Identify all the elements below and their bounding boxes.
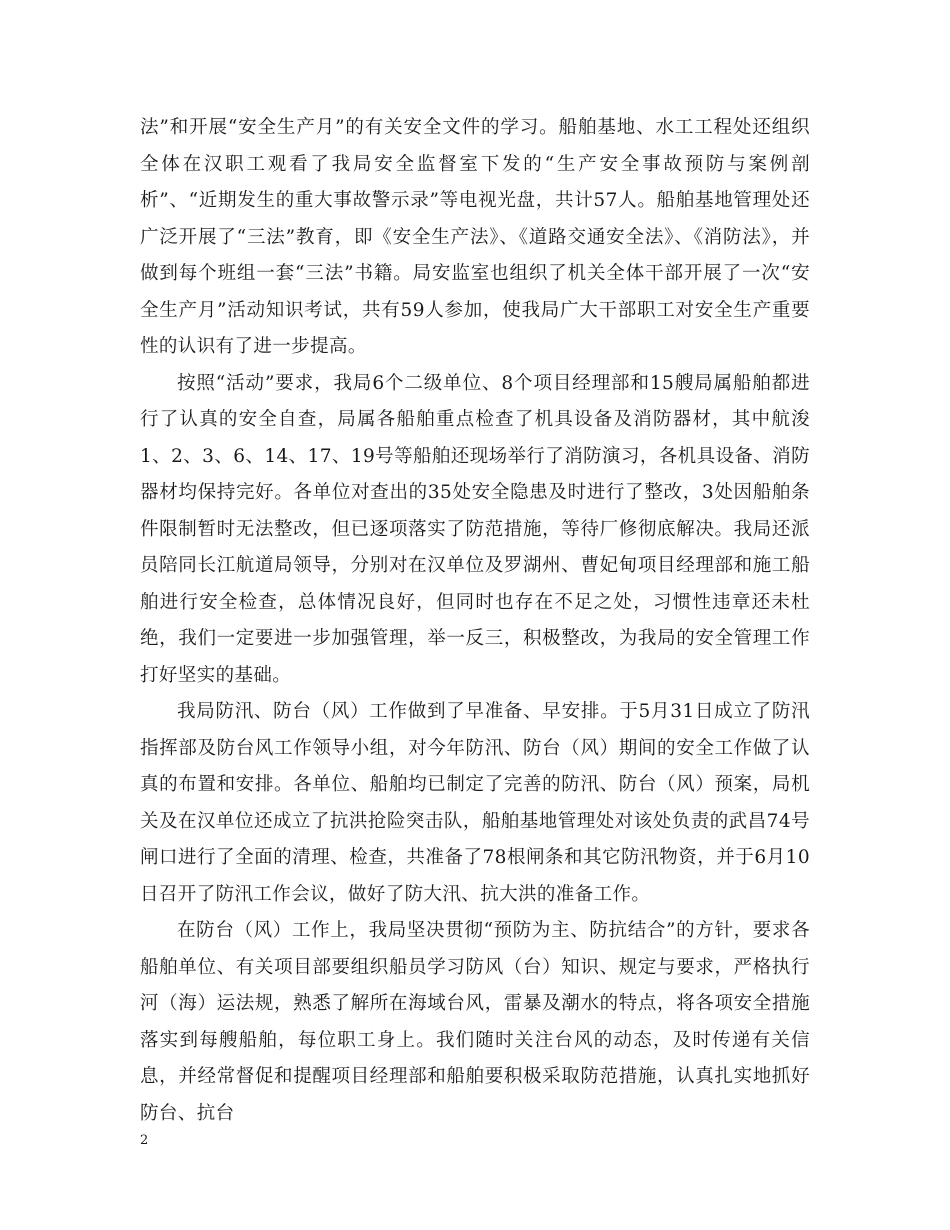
document-body — [140, 110, 810, 1132]
page-number: 2 — [140, 1133, 149, 1148]
paragraph-flood-prevention: 我局防汛、防台（风）工作做到了早准备、早安排。于5月31日成立了防汛指挥部及防台风工作领导小组，对今年防汛、防台（风）期间的安全工作做了认真的布置和安排。各单位、船舶均已制定了完善的防汛、防台（风）预案，局机关及在汉单位还成立了抗洪抢险突击队，船舶基地管理处对该处负责的武昌74号闸口进行了全面的清理、检查，共准备了78根闸条和其它防汛物资，并于6月10日召开了防汛工作会议，做好了防大汛、抗大洪的准备工作。 — [140, 701, 810, 905]
paragraph-safety-inspection: 按照“活动”要求，我局6个二级单位、8个项目经理部和15艘局属船舶都进行了认真的安全自查，局属各船舶重点检查了机具设备及消防器材，其中航浚1、2、3、6、14、17、19号等船舶还现场举行了消防演习，各机具设备、消防器材均保持完好。各单位对查出的35处安全隐患及时进行了整改，3处因船舶条件限制暂时无法整改，但已逐项落实了防范措施，等待厂修彻底解决。我局还派员陪同长江航道局领导，分别对在汉单位及罗湖州、曹妃甸项目经理部和施工船舶进行安全检查，总体情况良好，但同时也存在不足之处，习惯性违章还未杜绝，我们一定要进一步加强管理，举一反三，积极整改，为我局的安全管理工作打好坚实的基础。 — [140, 372, 810, 686]
paragraph-continued: 法”和开展“安全生产月”的有关安全文件的学习。船舶基地、水工工程处还组织全体在汉职工观看了我局安全监督室下发的“生产安全事故预防与案例剖析”、“近期发生的重大事故警示录”等电视光盘，共计57人。船舶基地管理处还广泛开展了“三法”教育，即《安全生产法》、《道路交通安全法》、《消防法》，并做到每个班组一套“三法”书籍。局安监室也组织了机关全体干部开展了一次“安全生产月”活动知识考试，共有59人参加，使我局广大干部职工对安全生产重要性的认识有了进一步提高。 — [140, 117, 810, 357]
paragraph-typhoon-prevention: 在防台（风）工作上，我局坚决贯彻“预防为主、防抗结合”的方针，要求各船舶单位、有关项目部要组织船员学习防风（台）知识、规定与要求，严格执行河（海）运法规，熟悉了解所在海域台风，雷暴及潮水的特点，将各项安全措施落实到每艘船舶，每位职工身上。我们随时关注台风的动态，及时传递有关信息，并经常督促和提醒项目经理部和船舶要积极采取防范措施，认真扎实地抓好防台、抗台 — [140, 920, 810, 1124]
